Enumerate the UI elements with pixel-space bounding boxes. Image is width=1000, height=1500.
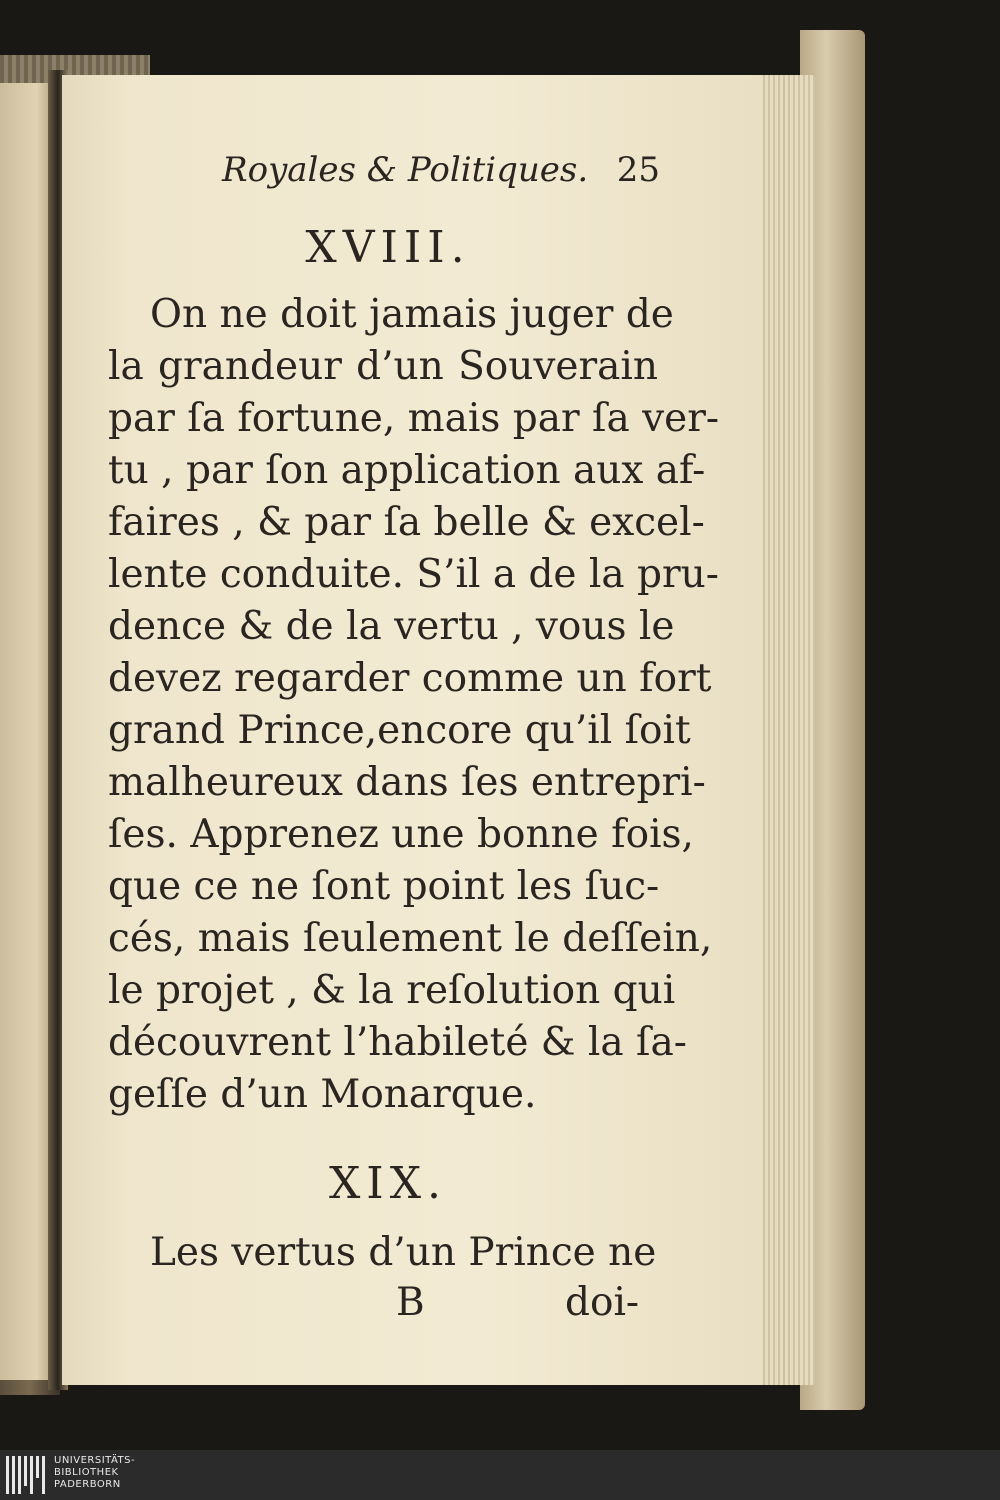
text-line: ſes. Apprenez une bonne fois, [108,812,694,857]
text-line: découvrent l’habileté & la ſa- [108,1020,687,1065]
text-line: par ſa fortune, mais par ſa ver- [108,396,720,441]
text-line: que ce ne ſont point les ſuc- [108,864,660,909]
catchword: doi- [565,1280,640,1325]
page-stack-edge [755,75,815,1385]
left-page-edge [0,80,52,1380]
text-line: faires , & par ſa belle & excel- [108,500,705,545]
library-name-line3: PADERBORN [54,1479,121,1490]
text-line: lente conduite. S’il a de la pru- [108,552,719,597]
text-line: dence & de la vertu , vous le [108,604,675,649]
text-line: cés, mais ſeulement le deſſein, [108,916,713,961]
text-line: le projet , & la reſolution qui [108,968,676,1013]
library-footer [0,1450,1000,1500]
text-line: tu , par ſon application aux af- [108,448,706,493]
text-line: geſſe d’un Monarque. [108,1072,537,1117]
page-number: 25 [616,150,660,190]
library-name-line2: BIBLIOTHEK [54,1467,119,1478]
signature-mark: B [396,1280,425,1325]
text-line: grand Prince,encore qu’il ſoit [108,708,691,753]
running-head-title: Royales & Politiques. [222,150,589,190]
text-line: malheureux dans ſes entrepri- [108,760,706,805]
section-heading-xviii: XVIII. [305,222,471,273]
text-line: Les vertus d’un Prince ne [150,1230,657,1275]
library-name-line1: UNIVERSITÄTS- [54,1455,136,1466]
section-heading-xix: XIX. [328,1158,447,1209]
library-name [54,1455,135,1491]
library-logo-icon [6,1456,46,1494]
text-line: On ne doit jamais juger de [150,292,674,337]
text-line: la grandeur d’un Souverain [108,344,658,389]
running-head [180,150,660,194]
text-line: devez regarder comme un fort [108,656,712,701]
